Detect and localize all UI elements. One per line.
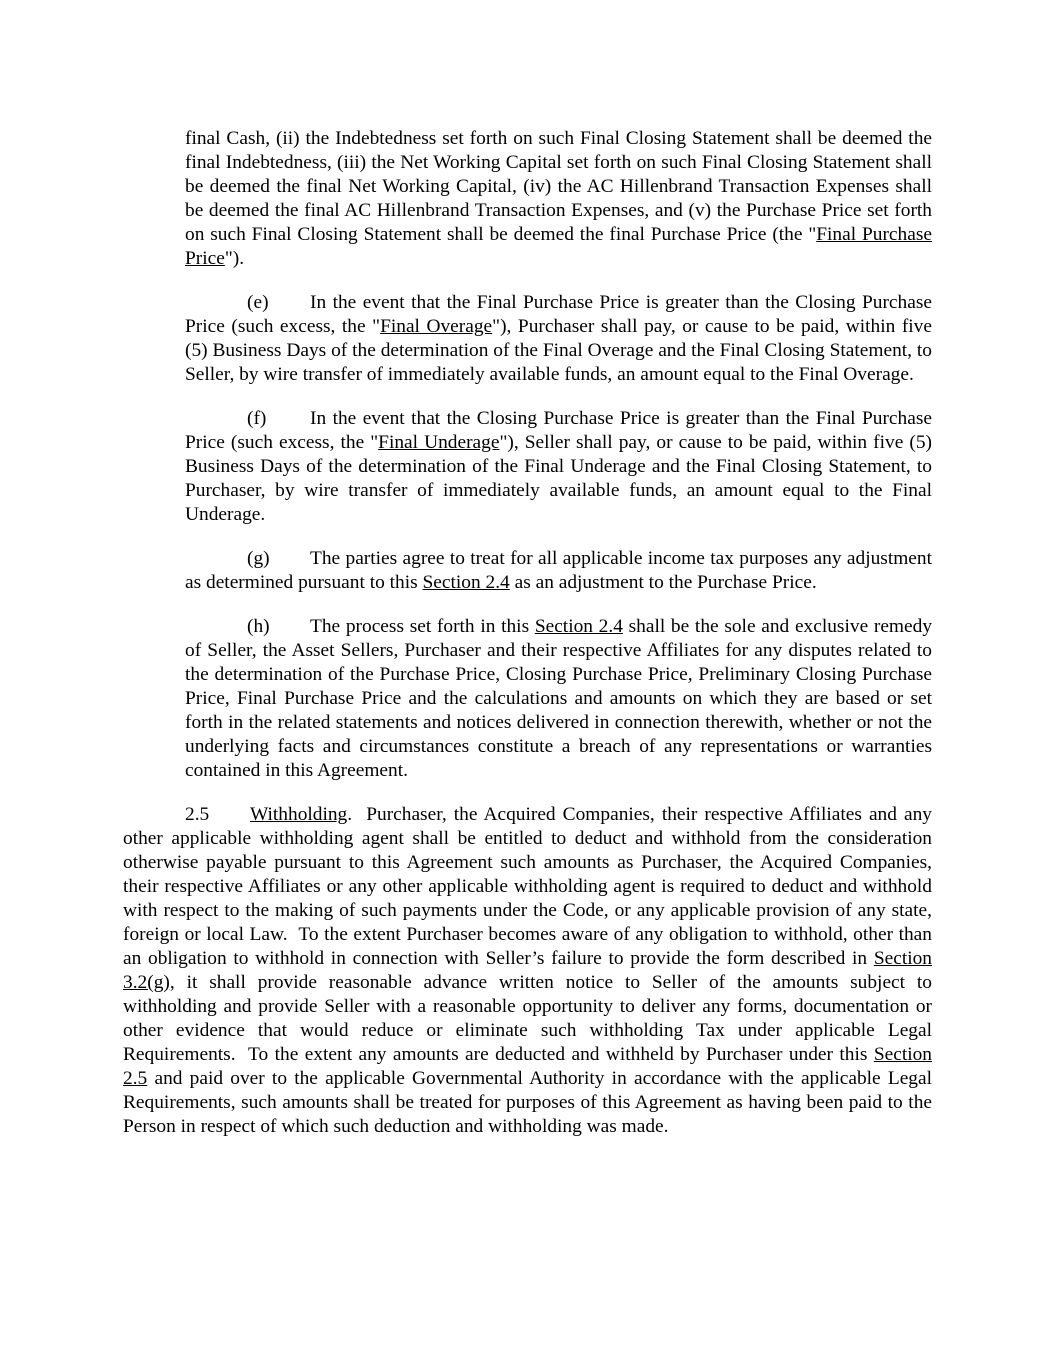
paragraph-text: In the event that the Final Purchase Price is greater than the Closing Purchase Price (such excess, the " bbox=[185, 292, 932, 337]
section-3-2-g-reference: Section 3.2(g) bbox=[123, 948, 932, 993]
final-purchase-price-term: Final Purchase Price bbox=[185, 224, 932, 269]
section-2-4-reference: Section 2.4 bbox=[534, 616, 623, 637]
document-content bbox=[123, 127, 932, 1139]
paragraph-marker: (g) bbox=[247, 548, 270, 569]
paragraph-e bbox=[185, 291, 932, 387]
paragraph-text: "). bbox=[224, 248, 245, 269]
paragraph-marker: (f) bbox=[247, 408, 267, 429]
paragraph-d-continuation bbox=[185, 127, 932, 271]
final-overage-term: Final Overage bbox=[380, 316, 493, 337]
section-2-4-reference: Section 2.4 bbox=[422, 572, 510, 593]
withholding-heading-term: Withholding bbox=[250, 804, 348, 825]
paragraph-text: . Purchaser, the Acquired Companies, their respective Affiliates and any other applicable withholding agent shall be entitled to deduct and withhold from the consideration otherwise payable pursuant to this Agreement such amounts as Purchaser, the Acquired Companies, their respective Affiliates or any other applicable withholding agent is required to deduct and withhold with respect to the making of such payments under the Code, or any applicable provision of any state, foreign or local Law. To the extent Purchaser becomes aware of any obligation to withhold, other than an obligation to withhold in connection with Seller’s failure to provide the form described in bbox=[123, 804, 932, 969]
paragraph-f bbox=[185, 407, 932, 527]
paragraph-text: The parties agree to treat for all applicable income tax purposes any adjustment as determined pursuant to this bbox=[185, 548, 932, 593]
paragraph-text: , it shall provide reasonable advance written notice to Seller of the amounts subject to withholding and provide Seller with a reasonable opportunity to deliver any forms, documentation or other evidence that would reduce or eliminate such withholding Tax under applicable Legal Requirements. To the extent any amounts are deducted and withheld by Purchaser under this bbox=[123, 972, 932, 1065]
paragraph-text: shall be the sole and exclusive remedy of Seller, the Asset Sellers, Purchaser and their respective Affiliates for any disputes related to the determination of the Purchase Price, Closing Purchase Price, Preliminary Closing Purchase Price, Final Purchase Price and the calculations and amounts on which they are based or set forth in the related statements and notices delivered in connection therewith, whether or not the underlying facts and circumstances constitute a breach of any representations or warranties contained in this Agreement. bbox=[185, 616, 933, 781]
final-underage-term: Final Underage bbox=[378, 432, 500, 453]
paragraph-marker: 2.5 bbox=[185, 804, 210, 825]
paragraph-2-5-withholding bbox=[123, 803, 932, 1139]
paragraph-text: as an adjustment to the Purchase Price. bbox=[509, 572, 817, 593]
paragraph-text: final Cash, (ii) the Indebtedness set forth on such Final Closing Statement shall be deemed the final Indebtedness, (iii) the Net Working Capital set forth on such Final Closing Statement shall be deemed the final Net Working Capital, (iv) the AC Hillenbrand Transaction Expenses shall be deemed the final AC Hillenbrand Transaction Expenses, and (v) the Purchase Price set forth on such Final Closing Statement shall be deemed the final Purchase Price (the " bbox=[185, 128, 932, 245]
paragraph-text: and paid over to the applicable Governmental Authority in accordance with the applicable Legal Requirements, such amounts shall be treated for purposes of this Agreement as having been paid to the Person in respect of which such deduction and withholding was made. bbox=[123, 1068, 932, 1137]
paragraph-marker: (h) bbox=[247, 616, 270, 637]
paragraph-text: "), Seller shall pay, or cause to be paid, within five (5) Business Days of the determination of the Final Underage and the Final Closing Statement, to Purchaser, by wire transfer of immediately available funds, an amount equal to the Final Underage. bbox=[185, 432, 932, 525]
paragraph-text: The process set forth in this bbox=[310, 616, 535, 637]
section-2-5-reference: Section 2.5 bbox=[123, 1044, 932, 1089]
paragraph-text: "), Purchaser shall pay, or cause to be paid, within five (5) Business Days of the determination of the Final Overage and the Final Closing Statement, to Seller, by wire transfer of immediately available funds, an amount equal to the Final Overage. bbox=[185, 316, 932, 385]
paragraph-h bbox=[185, 615, 932, 783]
paragraph-g bbox=[185, 547, 932, 595]
paragraph-text: In the event that the Closing Purchase Price is greater than the Final Purchase Price (such excess, the " bbox=[185, 408, 932, 453]
paragraph-marker: (e) bbox=[247, 292, 269, 313]
